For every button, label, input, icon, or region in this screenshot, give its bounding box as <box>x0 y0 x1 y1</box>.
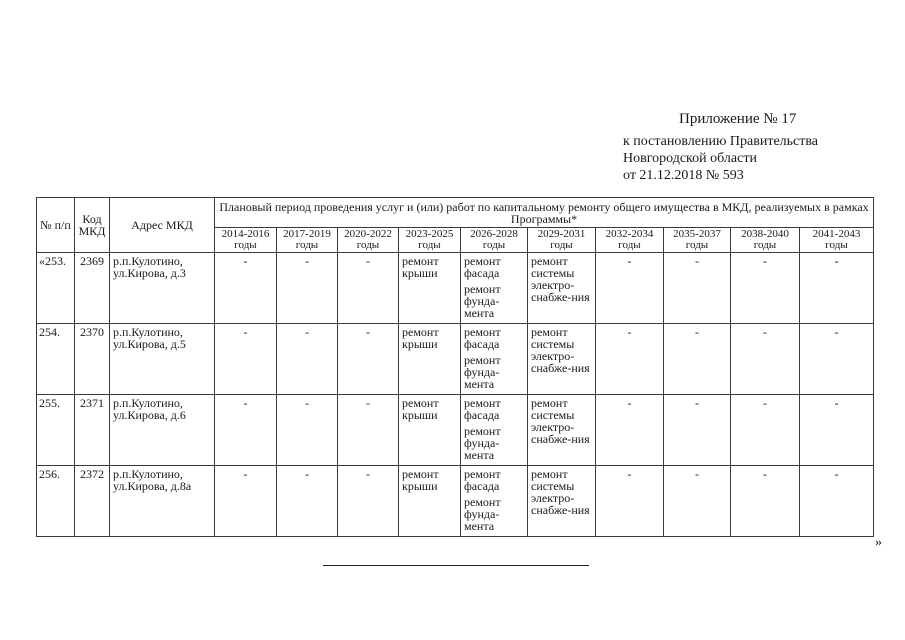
cell-value: - <box>664 395 731 466</box>
cell-value: ремонт системы электро-снабже-ния <box>528 466 596 537</box>
work-item: ремонт фунда-мента <box>464 495 501 533</box>
period-header: 2026-2028 годы <box>461 228 528 253</box>
work-item: ремонт фунда-мента <box>464 424 501 462</box>
row-address: р.п.Кулотино, ул.Кирова, д.3 <box>110 253 215 324</box>
cell-value <box>461 253 528 324</box>
cell-value <box>461 466 528 537</box>
row-num: 254. <box>37 324 75 395</box>
cell-value: - <box>596 324 664 395</box>
cell-value: - <box>731 395 800 466</box>
table-row <box>37 466 874 537</box>
row-code: 2369 <box>75 253 110 324</box>
period-header: 2014-2016 годы <box>215 228 277 253</box>
cell-value: - <box>596 395 664 466</box>
cell-value: ремонт крыши <box>399 466 461 537</box>
cell-value: - <box>800 466 874 537</box>
decree-line-2: Новгородской области <box>623 151 757 166</box>
cell-value <box>461 324 528 395</box>
cell-value: - <box>215 466 277 537</box>
cell-value: - <box>731 324 800 395</box>
cell-value: - <box>277 466 338 537</box>
cell-value: - <box>664 253 731 324</box>
cell-value: - <box>338 324 399 395</box>
period-header: 2041-2043 годы <box>800 228 874 253</box>
period-header: 2020-2022 годы <box>338 228 399 253</box>
appendix-title: Приложение № 17 <box>679 111 797 127</box>
cell-value: - <box>731 253 800 324</box>
cell-value: - <box>731 466 800 537</box>
decree-date-line: от 21.12.2018 № 593 <box>623 168 744 183</box>
cell-value: - <box>215 395 277 466</box>
period-header: 2029-2031 годы <box>528 228 596 253</box>
row-code: 2372 <box>75 466 110 537</box>
row-address: р.п.Кулотино, ул.Кирова, д.5 <box>110 324 215 395</box>
cell-value: ремонт крыши <box>399 395 461 466</box>
work-item: ремонт фунда-мента <box>464 282 501 320</box>
work-item: ремонт фасада <box>464 467 501 493</box>
period-header: 2038-2040 годы <box>731 228 800 253</box>
cell-value: - <box>664 466 731 537</box>
cell-value: - <box>215 253 277 324</box>
cell-value: ремонт крыши <box>399 253 461 324</box>
table-row <box>37 253 874 324</box>
closing-quote: » <box>875 535 882 550</box>
work-item: ремонт фасада <box>464 254 501 280</box>
cell-value: - <box>277 253 338 324</box>
cell-value: - <box>596 466 664 537</box>
cell-value: ремонт системы электро-снабже-ния <box>528 253 596 324</box>
cell-value: - <box>215 324 277 395</box>
period-header: 2023-2025 годы <box>399 228 461 253</box>
table-row <box>37 324 874 395</box>
cell-value: ремонт системы электро-снабже-ния <box>528 395 596 466</box>
period-header: 2035-2037 годы <box>664 228 731 253</box>
cell-value: - <box>338 395 399 466</box>
cell-value: - <box>664 324 731 395</box>
cell-value: ремонт системы электро-снабже-ния <box>528 324 596 395</box>
cell-value: - <box>596 253 664 324</box>
work-item: ремонт фасада <box>464 396 501 422</box>
row-code: 2371 <box>75 395 110 466</box>
header-num: № п/п <box>37 198 75 253</box>
work-item: ремонт фасада <box>464 325 501 351</box>
row-num: 256. <box>37 466 75 537</box>
period-header: 2032-2034 годы <box>596 228 664 253</box>
period-header: 2017-2019 годы <box>277 228 338 253</box>
row-address: р.п.Кулотино, ул.Кирова, д.6 <box>110 395 215 466</box>
work-item: ремонт фунда-мента <box>464 353 501 391</box>
cell-value: - <box>800 324 874 395</box>
cell-value: - <box>338 466 399 537</box>
cell-value: ремонт крыши <box>399 324 461 395</box>
cell-value <box>461 395 528 466</box>
row-num: «253. <box>37 253 75 324</box>
cell-value: - <box>800 253 874 324</box>
cell-value: - <box>277 395 338 466</box>
table-row <box>37 395 874 466</box>
cell-value: - <box>800 395 874 466</box>
header-code: Код МКД <box>75 198 110 253</box>
header-period: Плановый период проведения услуг и (или) работ по капитальному ремонту общего имущества в МКД, реализуемых в рамках Программы* <box>215 198 874 228</box>
header-address: Адрес МКД <box>110 198 215 253</box>
cell-value: - <box>277 324 338 395</box>
row-num: 255. <box>37 395 75 466</box>
repair-schedule-table <box>36 197 874 537</box>
decree-line-1: к постановлению Правительства <box>623 134 819 149</box>
cell-value: - <box>338 253 399 324</box>
row-address: р.п.Кулотино, ул.Кирова, д.8а <box>110 466 215 537</box>
footer-divider <box>323 565 589 566</box>
row-code: 2370 <box>75 324 110 395</box>
